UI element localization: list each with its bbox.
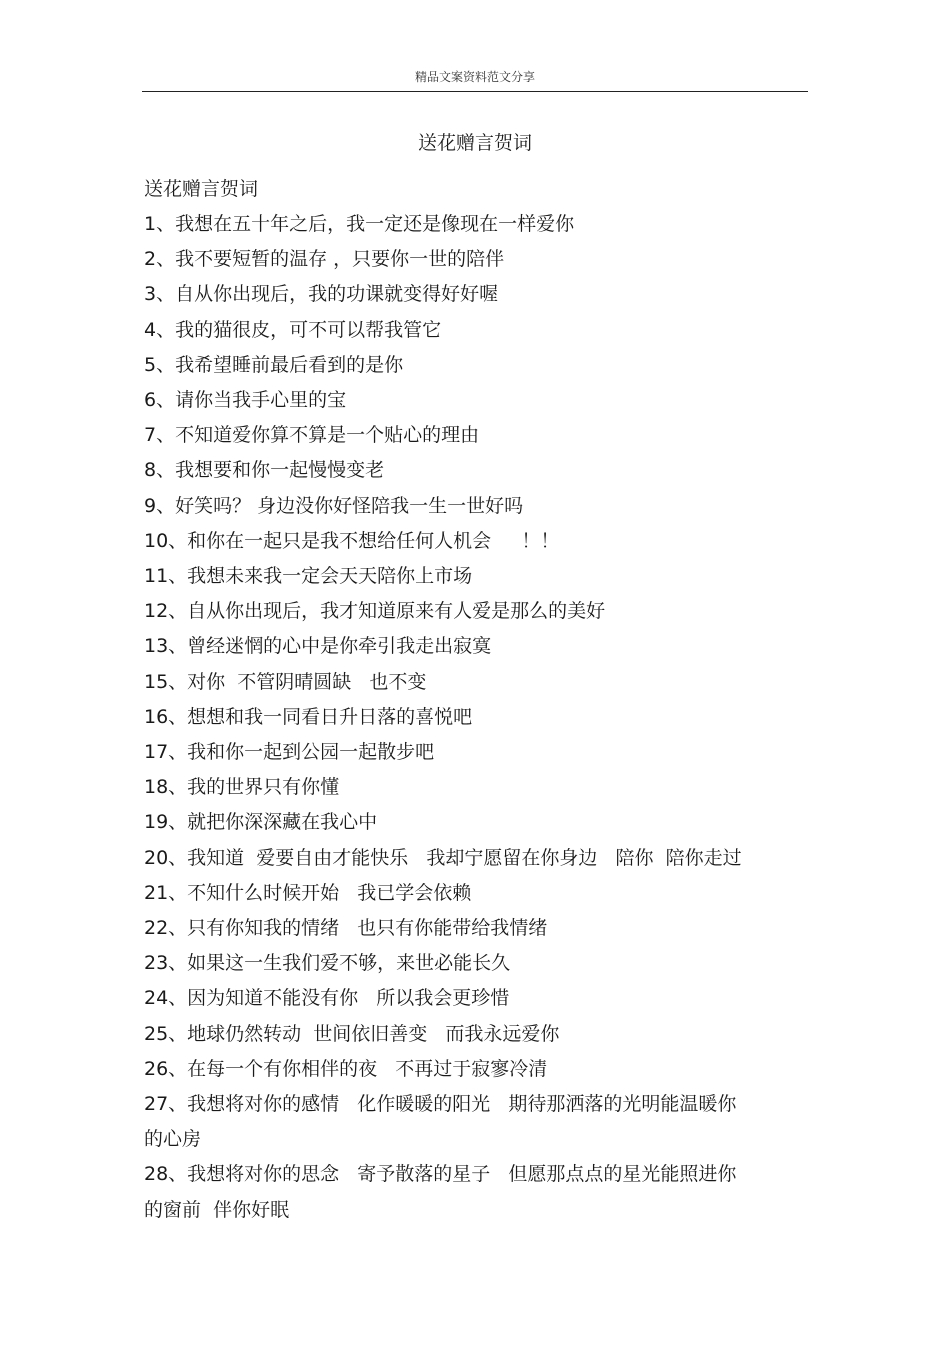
document-subtitle: 送花赠言贺词 [144,178,259,200]
text-line: 24、因为知道不能没有你 所以我会更珍惜 [144,987,510,1010]
text-line: 2、我不要短暂的温存 ，只要你一世的陪伴 [144,248,505,271]
text-line: 22、只有你知我的情绪 也只有你能带给我情绪 [144,917,548,940]
text-line: 9、好笑吗？ 身边没你好怪陪我一生一世好吗 [144,494,524,517]
text-line: 13、曾经迷惘的心中是你牵引我走出寂寞 [144,635,492,658]
text-line: 25、地球仍然转动 世间依旧善变 而我永远爱你 [144,1022,560,1045]
text-line: 7、不知道爱你算不算是一个贴心的理由 [144,424,480,447]
document-title: 送花赠言贺词 [417,132,532,154]
text-line: 6、请你当我手心里的宝 [144,389,347,412]
text-line: 8、我想要和你一起慢慢变老 [144,459,385,482]
text-line: 4、我的猫很皮，可不可以帮我管它 [144,318,442,341]
text-line: 17、我和你一起到公园一起散步吧 [144,741,435,764]
text-line: 11、我想未来我一定会天天陪你上市场 [144,565,473,588]
text-line: 21、不知什么时候开始 我已学会依赖 [144,881,472,904]
text-line: 23、如果这一生我们爱不够，来世必能长久 [144,952,511,975]
text-line: 19、就把你深深藏在我心中 [144,811,378,834]
text-line: 18、我的世界只有你懂 [144,776,340,799]
text-line: 5、我希望睡前最后看到的是你 [144,353,404,376]
text-line: 10、和你在一起只是我不想给任何人机会 ！！ [144,529,560,552]
text-line-continuation: 的心房 [144,1128,202,1151]
text-line: 1、我想在五十年之后，我一定还是像现在一样爱你 [144,213,575,235]
page-header: 精品文案资料范文分享 [414,70,535,84]
document-body [144,172,808,1228]
header-divider [142,91,808,92]
text-line: 3、自从你出现后，我的功课就变得好好喔 [144,283,499,306]
text-line: 15、对你 不管阴晴圆缺 也不变 [144,670,427,693]
text-line: 26、在每一个有你相伴的夜 不再过于寂寥冷清 [144,1057,548,1080]
text-line: 27、我想将对你的感情 化作暖暖的阳光 期待那洒落的光明能温暖你 [144,1093,737,1116]
text-line: 16、想想和我一同看日升日落的喜悦吧 [144,705,473,728]
text-line: 28、我想将对你的思念 寄予散落的星子 但愿那点点的星光能照进你 [144,1163,737,1186]
text-line: 20、我知道 爱要自由才能快乐 我却宁愿留在你身边 陪你 陪你走过 [144,846,742,869]
text-line-continuation: 的窗前 伴你好眠 [144,1198,290,1221]
text-line: 12、自从你出现后，我才知道原来有人爱是那么的美好 [144,600,606,623]
